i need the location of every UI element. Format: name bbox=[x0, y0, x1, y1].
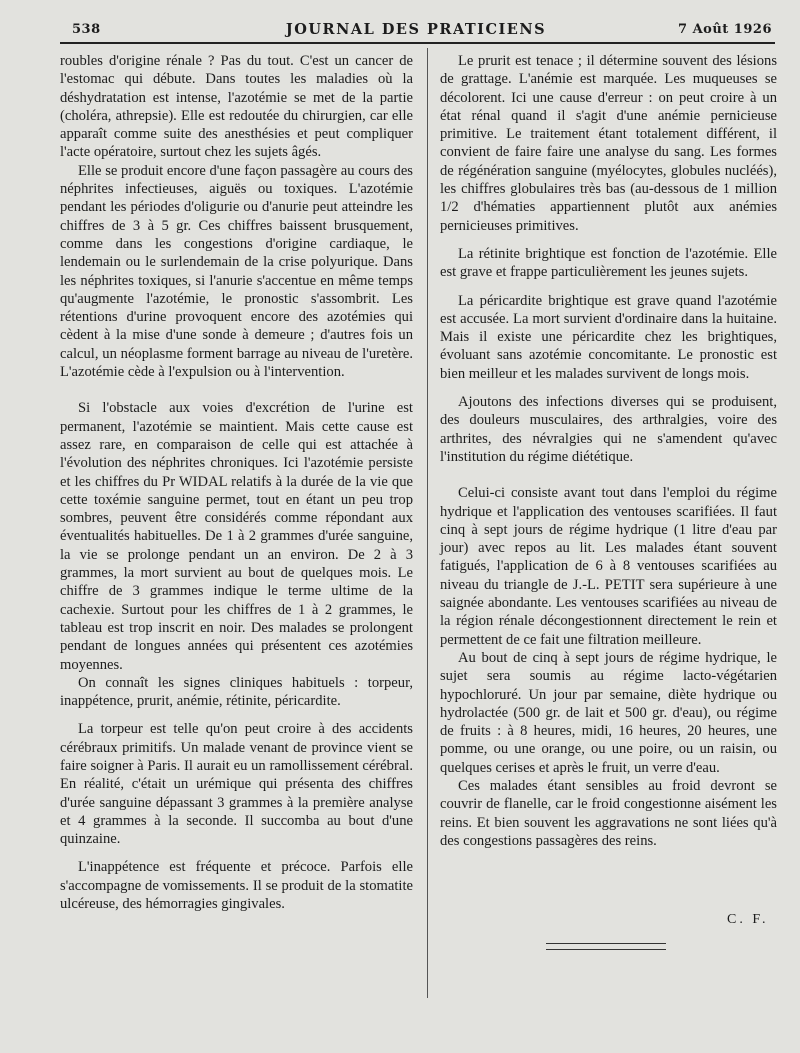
header-rule bbox=[60, 42, 775, 44]
end-rule bbox=[546, 943, 666, 950]
left-paragraph-4: On connaît les signes cliniques habituels : torpeur, inappétence, prurit, anémie, rétinite, péricardite. bbox=[60, 674, 413, 710]
running-header bbox=[60, 18, 772, 40]
right-column bbox=[440, 52, 777, 850]
left-paragraph-5: La torpeur est telle qu'on peut croire à des accidents cérébraux primitifs. Un malade venant de province vient se faire soigner à Paris. Il aurait eu un ramollissement cérébral. En réalité, c'était un urémique qui présenta des chiffres d'urée sanguine dépassant 3 grammes à la première analyse et 4 grammes à la seconde. Il succomba au bout d'une quinzaine. bbox=[60, 721, 413, 848]
right-paragraph-2: La rétinite brightique est fonction de l'azotémie. Elle est grave et frappe particulièrement les jeunes sujets. bbox=[440, 245, 777, 281]
left-paragraph-2: Elle se produit encore d'une façon passagère au cours des néphrites infectieuses, aiguës ou toxiques. L'azotémie pendant les périodes d'oligurie ou d'anurie peut atteindre les chiffres de 3 à 5 gr. Ces chiffres baissent brusquement, comme dans les congestions d'origine cardiaque, le lendemain ou le surlendemain de la crise polyurique. Dans les néphrites toxiques, si l'anurie s'accentue en même temps qu'augmente l'azotémie, le pronostic s'assombrit. Les rétentions d'urine provoquent encore des azotémies qui cèdent à la mise d'une sonde à demeure ; d'autres fois un calcul, un néoplasme forment barrage au niveau de l'uretère. L'azotémie cède à l'expulsion ou à l'intervention. bbox=[60, 162, 413, 381]
author-signature: C. F. bbox=[727, 912, 769, 927]
left-paragraph-3: Si l'obstacle aux voies d'excrétion de l'urine est permanent, l'azotémie se maintient. Mais cette cause est assez rare, en comparaison de celle qui est attachée à l'évolution des néphrites chroniques. Ici l'azotémie persiste et les chiffres du Pr WIDAL relatifs à la durée de la vie que cette toxémie sanguine permet, tout en étant un peu trop sombres, peuvent être considérés comme répondant aux éventualités habituelles. De 1 à 2 grammes d'urée sanguine, la vie se prolonge pendant un an environ. De 2 à 3 grammes, la mort survient au bout de quelques mois. Le chiffre de 3 grammes indique le terme ultime de la cachexie. Surtout pour les chiffres de 1 à 2 grammes, le tableau est trop inscrit en noir. Des malades se prolongent pendant de longues années qui présentent ces azotémies moyennes. bbox=[60, 400, 413, 673]
journal-title: JOURNAL DES PRATICIENS bbox=[285, 21, 547, 38]
right-paragraph-5: Celui-ci consiste avant tout dans l'emploi du régime hydrique et l'application des ventouses scarifiées. Il faut cinq à sept jours de régime hydrique (1 litre d'eau par jour) avec repos au lit. Les malades étant souvent fatigués, l'application de 6 à 8 ventouses scarifiées au niveau du triangle de J.-L. PETIT sera supérieure à une saignée abondante. Les ventouses scarifiées au niveau de la région rénale décongestionnent directement le rein et permettent de ce fait une filtration meilleure. bbox=[440, 485, 777, 648]
left-paragraph-6: L'inappétence est fréquente et précoce. Parfois elle s'accompagne de vomissements. Il se produit de la stomatite ulcéreuse, des hémorragies gingivales. bbox=[60, 859, 413, 913]
left-column bbox=[60, 52, 413, 913]
right-paragraph-1: Le prurit est tenace ; il détermine souvent des lésions de grattage. L'anémie est marquée. Les muqueuses se décolorent. Ici une cause d'erreur : on peut croire à un état rénal quand il s'agit d'une anémie pernicieuse primitive. Le traitement étant totalement différent, il convient de faire faire une analyse du sang. Les formes de régénération sanguine (myélocytes, globules nucléés), les chiffres globulaires très bas (au-dessous de 1 million 1/2 d'hématies appartiennent plutôt aux anémies pernicieuses primitives. bbox=[440, 53, 777, 234]
right-paragraph-6: Au bout de cinq à sept jours de régime hydrique, le sujet sera soumis au régime lacto-végétarien hypochloruré. Un jour par semaine, diète hydrique ou hydrolactée (500 gr. de lait et 500 gr. d'eau), ou régime de fruits : à 8 heures, midi, 16 heures, 20 heures, une pomme, ou une orange, ou une poire, ou un raisin, ou quelques cerises et après le fruit, un verre d'eau. bbox=[440, 649, 777, 776]
issue-date: 7 Août 1926 bbox=[678, 22, 772, 37]
right-paragraph-4: Ajoutons des infections diverses qui se produisent, des douleurs musculaires, des arthralgies, voire des arthrites, des névralgies qui ne s'amendent qu'avec l'institution du régime diététique. bbox=[440, 394, 777, 465]
column-divider bbox=[427, 48, 428, 998]
page-number: 538 bbox=[72, 22, 101, 37]
right-paragraph-3: La péricardite brightique est grave quand l'azotémie est accusée. La mort survient d'ordinaire dans la huitaine. Mais il existe une péricardite chez les brightiques, évoluant sans azotémie concomitante. Le pronostic est bien meilleur et les malades survivent de longs mois. bbox=[440, 292, 777, 382]
right-paragraph-7: Ces malades étant sensibles au froid devront se couvrir de flanelle, car le froid congestionne aisément les reins. Et bien souvent les aggravations ne sont liées qu'à des congestions passagères des reins. bbox=[440, 777, 777, 849]
left-paragraph-1: roubles d'origine rénale ? Pas du tout. C'est un cancer de l'estomac qui débute. Dans toutes les maladies où la déshydratation est intense, l'azotémie se met de la partie (choléra, athrepsie). Elle est redoutée du chirurgien, car elle apparaît comme suite des anesthésies et peut compliquer l'acte opératoire, surtout chez les sujets âgés. bbox=[60, 53, 413, 161]
